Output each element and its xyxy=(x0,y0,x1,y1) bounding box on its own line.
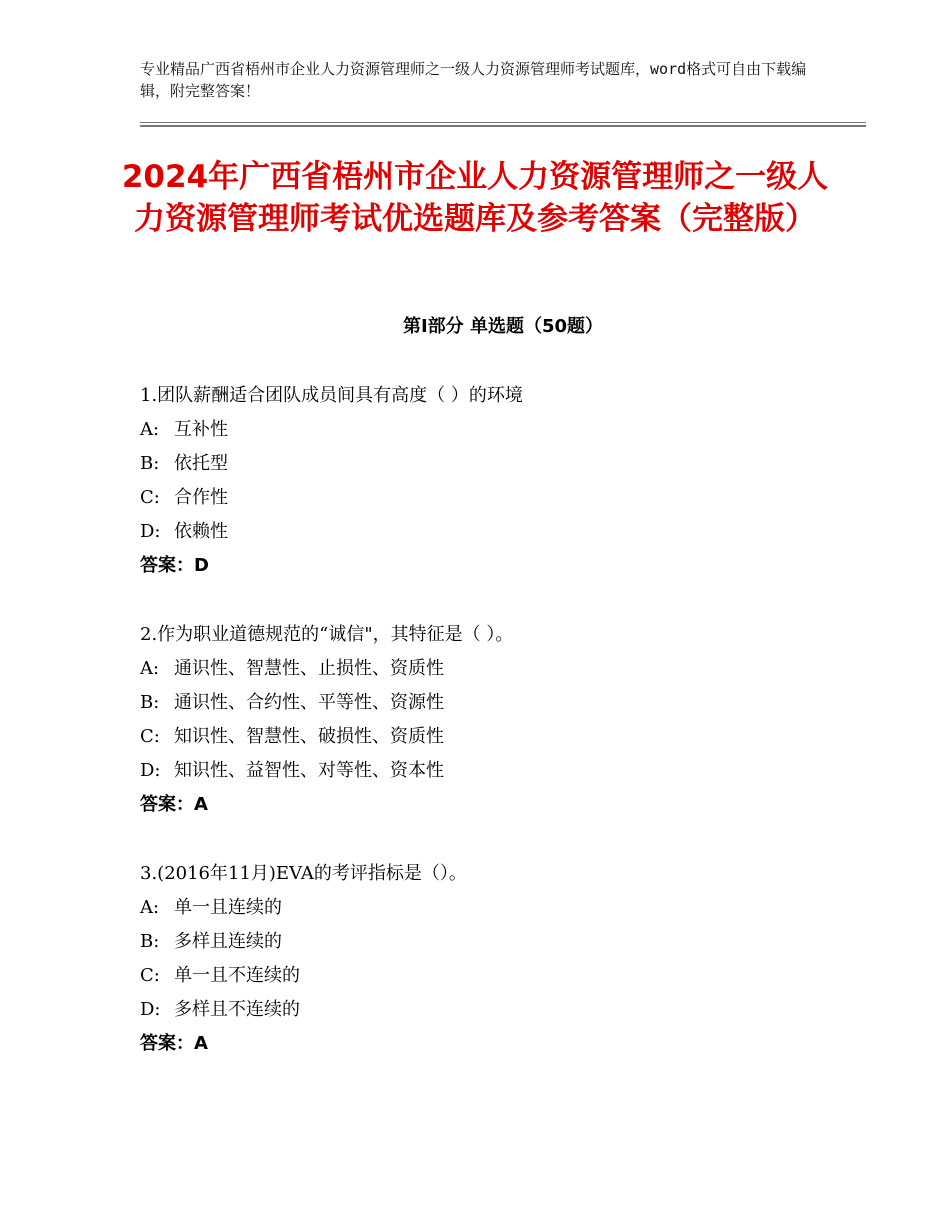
option-b xyxy=(140,925,866,959)
question-stem: 3.(2016年11月)EVA的考评指标是（）。 xyxy=(140,863,467,884)
option-letter: A: xyxy=(140,419,160,440)
question-stem: 1.团队薪酬适合团队成员间具有高度（ ）的环境 xyxy=(140,385,523,406)
option-b xyxy=(140,447,866,481)
option-text: 依赖性 xyxy=(174,521,228,542)
question-3 xyxy=(140,857,866,1061)
option-c xyxy=(140,481,866,515)
question-2 xyxy=(140,618,866,822)
question-1 xyxy=(140,379,866,583)
option-c xyxy=(140,720,866,754)
option-text: 单一且连续的 xyxy=(174,897,282,918)
option-a xyxy=(140,652,866,686)
option-b xyxy=(140,686,866,720)
option-d xyxy=(140,993,866,1027)
option-letter: C: xyxy=(140,965,160,986)
option-letter: A: xyxy=(140,897,160,918)
header-divider-thick xyxy=(140,125,866,127)
option-letter: D: xyxy=(140,760,161,781)
answer-value: A xyxy=(194,1033,208,1054)
option-letter: A: xyxy=(140,658,160,679)
option-text: 合作性 xyxy=(174,487,228,508)
option-c xyxy=(140,959,866,993)
document-title: 2024年广西省梧州市企业人力资源管理师之一级人力资源管理师考试优选题库及参考答案（完整版） xyxy=(121,159,829,237)
header-divider-thin xyxy=(140,122,866,123)
option-a xyxy=(140,413,866,447)
option-a xyxy=(140,891,866,925)
option-letter: D: xyxy=(140,521,161,542)
option-text: 知识性、益智性、对等性、资本性 xyxy=(174,760,444,781)
option-letter: D: xyxy=(140,999,161,1020)
section-heading: 第Ⅰ部分 单选题（50题） xyxy=(402,316,603,337)
answer-line xyxy=(140,788,866,822)
option-text: 多样且连续的 xyxy=(174,931,282,952)
answer-label: 答案： xyxy=(140,1033,194,1054)
option-letter: C: xyxy=(140,726,160,747)
question-stem: 2.作为职业道德规范的“诚信"，其特征是（ ）。 xyxy=(140,624,514,645)
option-d xyxy=(140,754,866,788)
option-letter: B: xyxy=(140,453,160,474)
header-note: 专业精品广西省梧州市企业人力资源管理师之一级人力资源管理师考试题库，word格式可自由下载编辑，附完整答案！ xyxy=(140,60,807,100)
answer-line xyxy=(140,549,866,583)
answer-line xyxy=(140,1027,866,1061)
option-letter: B: xyxy=(140,931,160,952)
option-text: 依托型 xyxy=(174,453,228,474)
option-text: 通识性、合约性、平等性、资源性 xyxy=(174,692,444,713)
option-letter: B: xyxy=(140,692,160,713)
option-text: 互补性 xyxy=(174,419,228,440)
answer-value: D xyxy=(194,555,209,576)
option-letter: C: xyxy=(140,487,160,508)
option-text: 通识性、智慧性、止损性、资质性 xyxy=(174,658,444,679)
answer-value: A xyxy=(194,794,208,815)
answer-label: 答案： xyxy=(140,794,194,815)
option-text: 知识性、智慧性、破损性、资质性 xyxy=(174,726,444,747)
option-d xyxy=(140,515,866,549)
option-text: 多样且不连续的 xyxy=(174,999,300,1020)
option-text: 单一且不连续的 xyxy=(174,965,300,986)
answer-label: 答案： xyxy=(140,555,194,576)
